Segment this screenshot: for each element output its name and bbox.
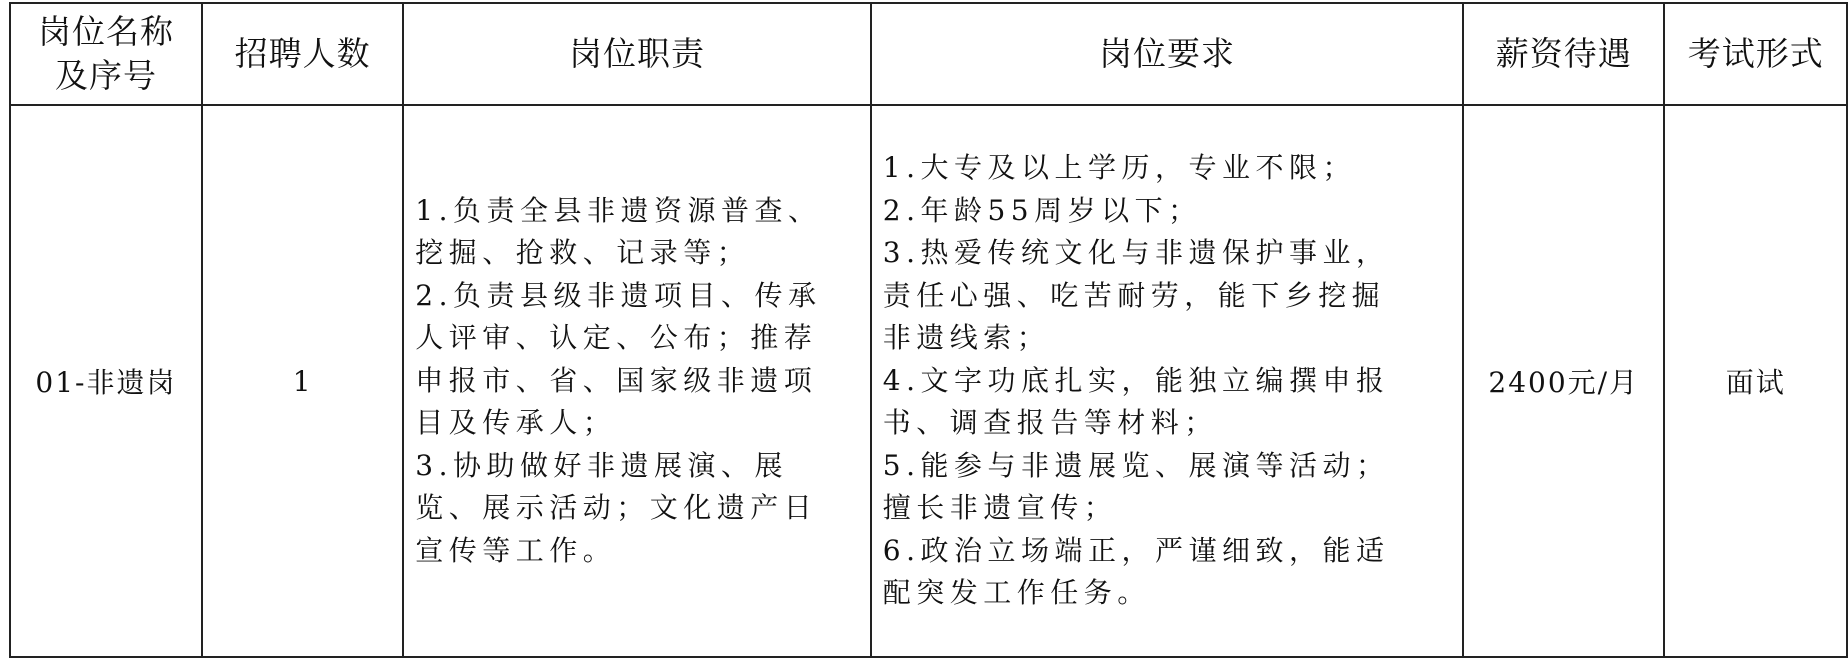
header-headcount: 招聘人数	[202, 3, 403, 105]
requirements-line: 5.能参与非遗展览、展演等活动；	[882, 448, 1390, 482]
header-row	[10, 3, 1847, 105]
requirements-line: 擅长非遗宣传；	[882, 491, 1118, 525]
duties-line: 3.协助做好非遗展演、展	[415, 448, 789, 482]
header-salary: 薪资待遇	[1463, 3, 1664, 105]
cell-salary: 2400元/月	[1463, 105, 1664, 657]
requirements-line: 3.热爱传统文化与非遗保护事业，	[882, 236, 1390, 270]
requirements-line: 书、调查报告等材料；	[882, 406, 1218, 440]
header-duties: 岗位职责	[403, 3, 870, 105]
cell-exam: 面试	[1664, 105, 1847, 657]
requirements-line: 非遗线索；	[882, 321, 1051, 355]
requirements-line: 2.年龄55周岁以下；	[882, 193, 1202, 227]
duties-line: 宣传等工作。	[415, 533, 617, 567]
header-position-name-line1: 岗位名称	[37, 12, 174, 51]
requirements-line: 4.文字功底扎实，能独立编撰申报	[882, 363, 1390, 397]
duties-line: 1.负责全县非遗资源普查、	[415, 193, 822, 227]
duties-line: 申报市、省、国家级非遗项	[415, 363, 818, 397]
header-requirements: 岗位要求	[871, 3, 1463, 105]
duties-line: 2.负责县级非遗项目、传承	[415, 278, 822, 312]
requirements-line: 责任心强、吃苦耐劳，能下乡挖掘	[882, 278, 1386, 312]
duties-line: 览、展示活动；文化遗产日	[415, 491, 818, 525]
requirements-line: 配突发工作任务。	[882, 576, 1151, 610]
header-exam: 考试形式	[1664, 3, 1847, 105]
duties-line: 人评审、认定、公布；推荐	[415, 321, 818, 355]
cell-position-name: 01-非遗岗	[10, 105, 202, 657]
header-position-name	[10, 3, 202, 105]
duties-line: 目及传承人；	[415, 406, 617, 440]
duties-line: 挖掘、抢救、记录等；	[415, 236, 751, 270]
requirements-line: 1.大专及以上学历，专业不限；	[882, 151, 1356, 185]
table-row	[10, 105, 1847, 657]
cell-duties	[403, 105, 870, 657]
header-position-name-line2: 及序号	[54, 56, 157, 95]
requirements-line: 6.政治立场端正，严谨细致，能适	[882, 533, 1390, 567]
cell-requirements	[871, 105, 1463, 657]
job-posting-table	[9, 2, 1848, 658]
cell-headcount: 1	[202, 105, 403, 657]
